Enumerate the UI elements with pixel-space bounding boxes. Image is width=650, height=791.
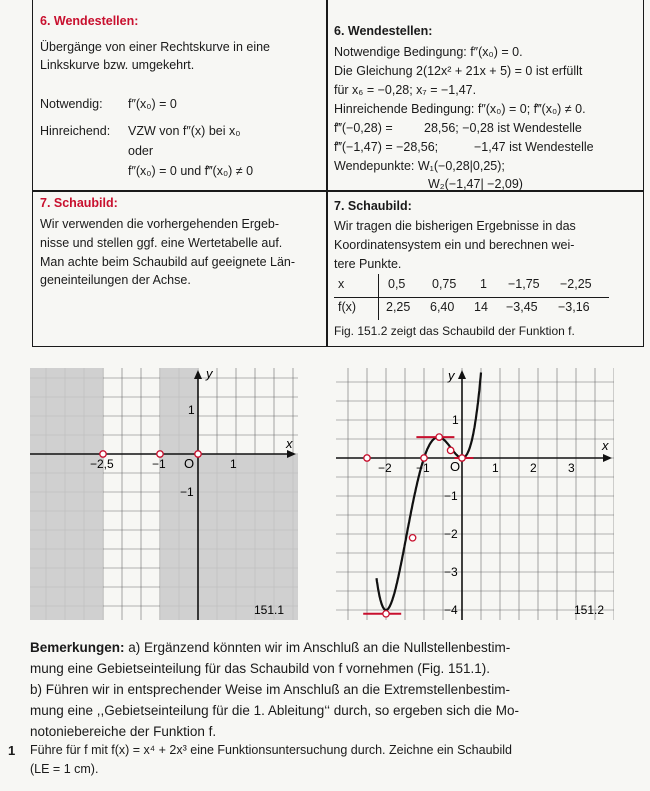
remarks-title: Bemerkungen: xyxy=(30,640,125,655)
fig2-tick-y: −3 xyxy=(444,565,458,579)
s6-right-text-7: Wendepunkte: W₁(−0,28|0,25); xyxy=(334,159,505,173)
remarks-line-2: mung eine Gebietseinteilung für das Schaubild von f vornehmen (Fig. 151.1). xyxy=(30,661,491,676)
fig2-point-marker xyxy=(447,447,453,453)
s6-right-text-5a: f‴(−0,28) = xyxy=(334,121,393,135)
table-fx-cell: 6,40 xyxy=(430,300,455,314)
table-fx-cell: −3,16 xyxy=(558,300,590,314)
remarks-a1: a) Ergänzend könnten wir im Anschluß an die Nullstellenbestim- xyxy=(124,640,511,655)
s6-right-text-6a: f‴(−1,47) = −28,56; xyxy=(334,140,439,154)
fig2-x-arrow xyxy=(603,454,612,462)
box-horizontal-divider xyxy=(32,190,644,192)
fig2-origin-label: O xyxy=(450,459,461,474)
fig2-y-arrow xyxy=(458,370,466,379)
s7-right-text-3: tere Punkte. xyxy=(334,257,402,271)
figure-151-1 xyxy=(30,368,298,620)
s6-left-notwendig-label: Notwendig: xyxy=(40,97,103,111)
fig2-point-marker xyxy=(364,455,370,461)
remarks-line-5: notoniebereiche der Funktion f. xyxy=(30,724,217,739)
fig2-tick-x: −2 xyxy=(378,461,392,475)
fig2-label: 151.2 xyxy=(574,603,605,617)
exercise-line-2: (LE = 1 cm). xyxy=(30,762,99,776)
fig2-axis-y-label: y xyxy=(448,368,455,383)
fig1-tick-x-1: 1 xyxy=(230,457,237,471)
fig1-tick-x-neg2-5: −2,5 xyxy=(90,457,114,471)
table-hline xyxy=(334,297,609,298)
fig1-axis-x-label: x xyxy=(286,436,293,451)
fig2-tick-x: 1 xyxy=(492,461,499,475)
s7-left-text-3: Man achte beim Schaubild auf geeignete Län- xyxy=(40,255,296,269)
s6-left-hinreichend-2: oder xyxy=(128,144,154,158)
table-fx-cell: 14 xyxy=(474,300,488,314)
fig2-tick-x: 3 xyxy=(568,461,575,475)
fig2-point-marker xyxy=(383,611,389,617)
fig2-curve xyxy=(377,373,482,611)
table-x-cell: 0,5 xyxy=(388,277,406,291)
table-x-cell: −1,75 xyxy=(508,277,540,291)
table-fx-cell: −3,45 xyxy=(506,300,538,314)
fig2-tick-y: −2 xyxy=(444,527,458,541)
s7-left-text-4: geneinteilungen der Achse. xyxy=(40,273,191,287)
fig2-axis-x-label: x xyxy=(602,438,609,453)
remarks-line-4: mung eine ,,Gebietseinteilung für die 1. Ableitung‘‘ durch, so ergeben sich die Mo- xyxy=(30,703,520,718)
s6-right-text-4: Hinreichende Bedingung: f″(x₀) = 0; f‴(x₀) ≠ 0. xyxy=(334,102,586,116)
fig1-shaded-region xyxy=(198,454,298,620)
fig1-axis-y-label: y xyxy=(206,368,213,381)
fig2-point-marker xyxy=(409,535,415,541)
remarks-line-3: b) Führen wir in entsprechender Weise im Anschluß an die Extremstellenbestim- xyxy=(30,682,510,697)
exercise-line-1: Führe für f mit f(x) = x⁴ + 2x³ eine Funktionsuntersuchung durch. Zeichne ein Schaubild xyxy=(30,743,513,757)
s6-left-text-1: Übergänge von einer Rechtskurve in eine xyxy=(40,40,270,54)
fig1-root-marker xyxy=(195,451,201,457)
exercise-number: 1 xyxy=(8,743,16,758)
s6-right-text-2: Die Gleichung 2(12x² + 21x + 5) = 0 ist erfüllt xyxy=(334,64,583,78)
s6-left-hinreichend-label: Hinreichend: xyxy=(40,124,111,138)
s7-left-text-2: nisse und stellen ggf. eine Wertetabelle auf. xyxy=(40,236,283,250)
fig2-tick-x: −1 xyxy=(416,461,430,475)
box-vertical-divider xyxy=(326,0,328,347)
table-x-cell: −2,25 xyxy=(560,277,592,291)
fig1-origin-label: O xyxy=(184,456,195,471)
s7-left-title: 7. Schaubild: xyxy=(40,196,118,210)
fig1-tick-x-neg1: −1 xyxy=(152,457,166,471)
fig2-marks xyxy=(363,373,481,618)
table-fx-label: f(x) xyxy=(338,300,357,314)
s6-left-hinreichend-3: f″(x₀) = 0 und f‴(x₀) ≠ 0 xyxy=(128,164,254,178)
s6-right-text-3: für x₆ = −0,28; x₇ = −1,47. xyxy=(334,83,477,97)
fig2-point-marker xyxy=(436,434,442,440)
fig2-tick-y: 1 xyxy=(452,413,459,427)
s6-right-text-5b: 28,56; −0,28 ist Wendestelle xyxy=(424,121,582,135)
s7-right-text-1: Wir tragen die bisherigen Ergebnisse in das xyxy=(334,219,576,233)
fig1-tick-y-neg1: −1 xyxy=(180,485,194,499)
table-x-cell: 0,75 xyxy=(432,277,457,291)
s6-right-text-8: W₂(−1,47| −2,09) xyxy=(428,177,523,191)
s6-right-title: 6. Wendestellen: xyxy=(334,24,433,38)
table-x-label: x xyxy=(338,277,345,291)
fig1-shade xyxy=(30,368,298,620)
fig1-shaded-region xyxy=(30,368,103,620)
figure-151-2 xyxy=(336,368,614,620)
fig-reference: Fig. 151.2 zeigt das Schaubild der Funktion f. xyxy=(334,324,575,338)
fig2-tick-y: −4 xyxy=(444,603,458,617)
s6-left-notwendig-cond: f″(x₀) = 0 xyxy=(128,97,177,111)
s6-left-title: 6. Wendestellen: xyxy=(40,14,139,28)
s6-right-text-1: Notwendige Bedingung: f″(x₀) = 0. xyxy=(334,45,523,59)
table-fx-cell: 2,25 xyxy=(386,300,411,314)
s7-right-text-2: Koordinatensystem ein und berechnen wei- xyxy=(334,238,575,252)
fig2-tick-y: −1 xyxy=(444,489,458,503)
table-x-cell: 1 xyxy=(480,277,487,291)
remarks-line-1 xyxy=(30,640,510,655)
s7-right-title: 7. Schaubild: xyxy=(334,199,412,213)
s6-left-text-2: Linkskurve bzw. umgekehrt. xyxy=(40,58,195,72)
s6-left-hinreichend-1: VZW von f″(x) bei x₀ xyxy=(128,124,241,138)
fig1-label: 151.1 xyxy=(254,603,285,617)
fig2-tick-x: 2 xyxy=(530,461,537,475)
fig1-tick-y-1: 1 xyxy=(188,403,195,417)
s6-right-text-6b: −1,47 ist Wendestelle xyxy=(474,140,594,154)
s7-left-text-1: Wir verwenden die vorhergehenden Ergeb- xyxy=(40,217,280,231)
